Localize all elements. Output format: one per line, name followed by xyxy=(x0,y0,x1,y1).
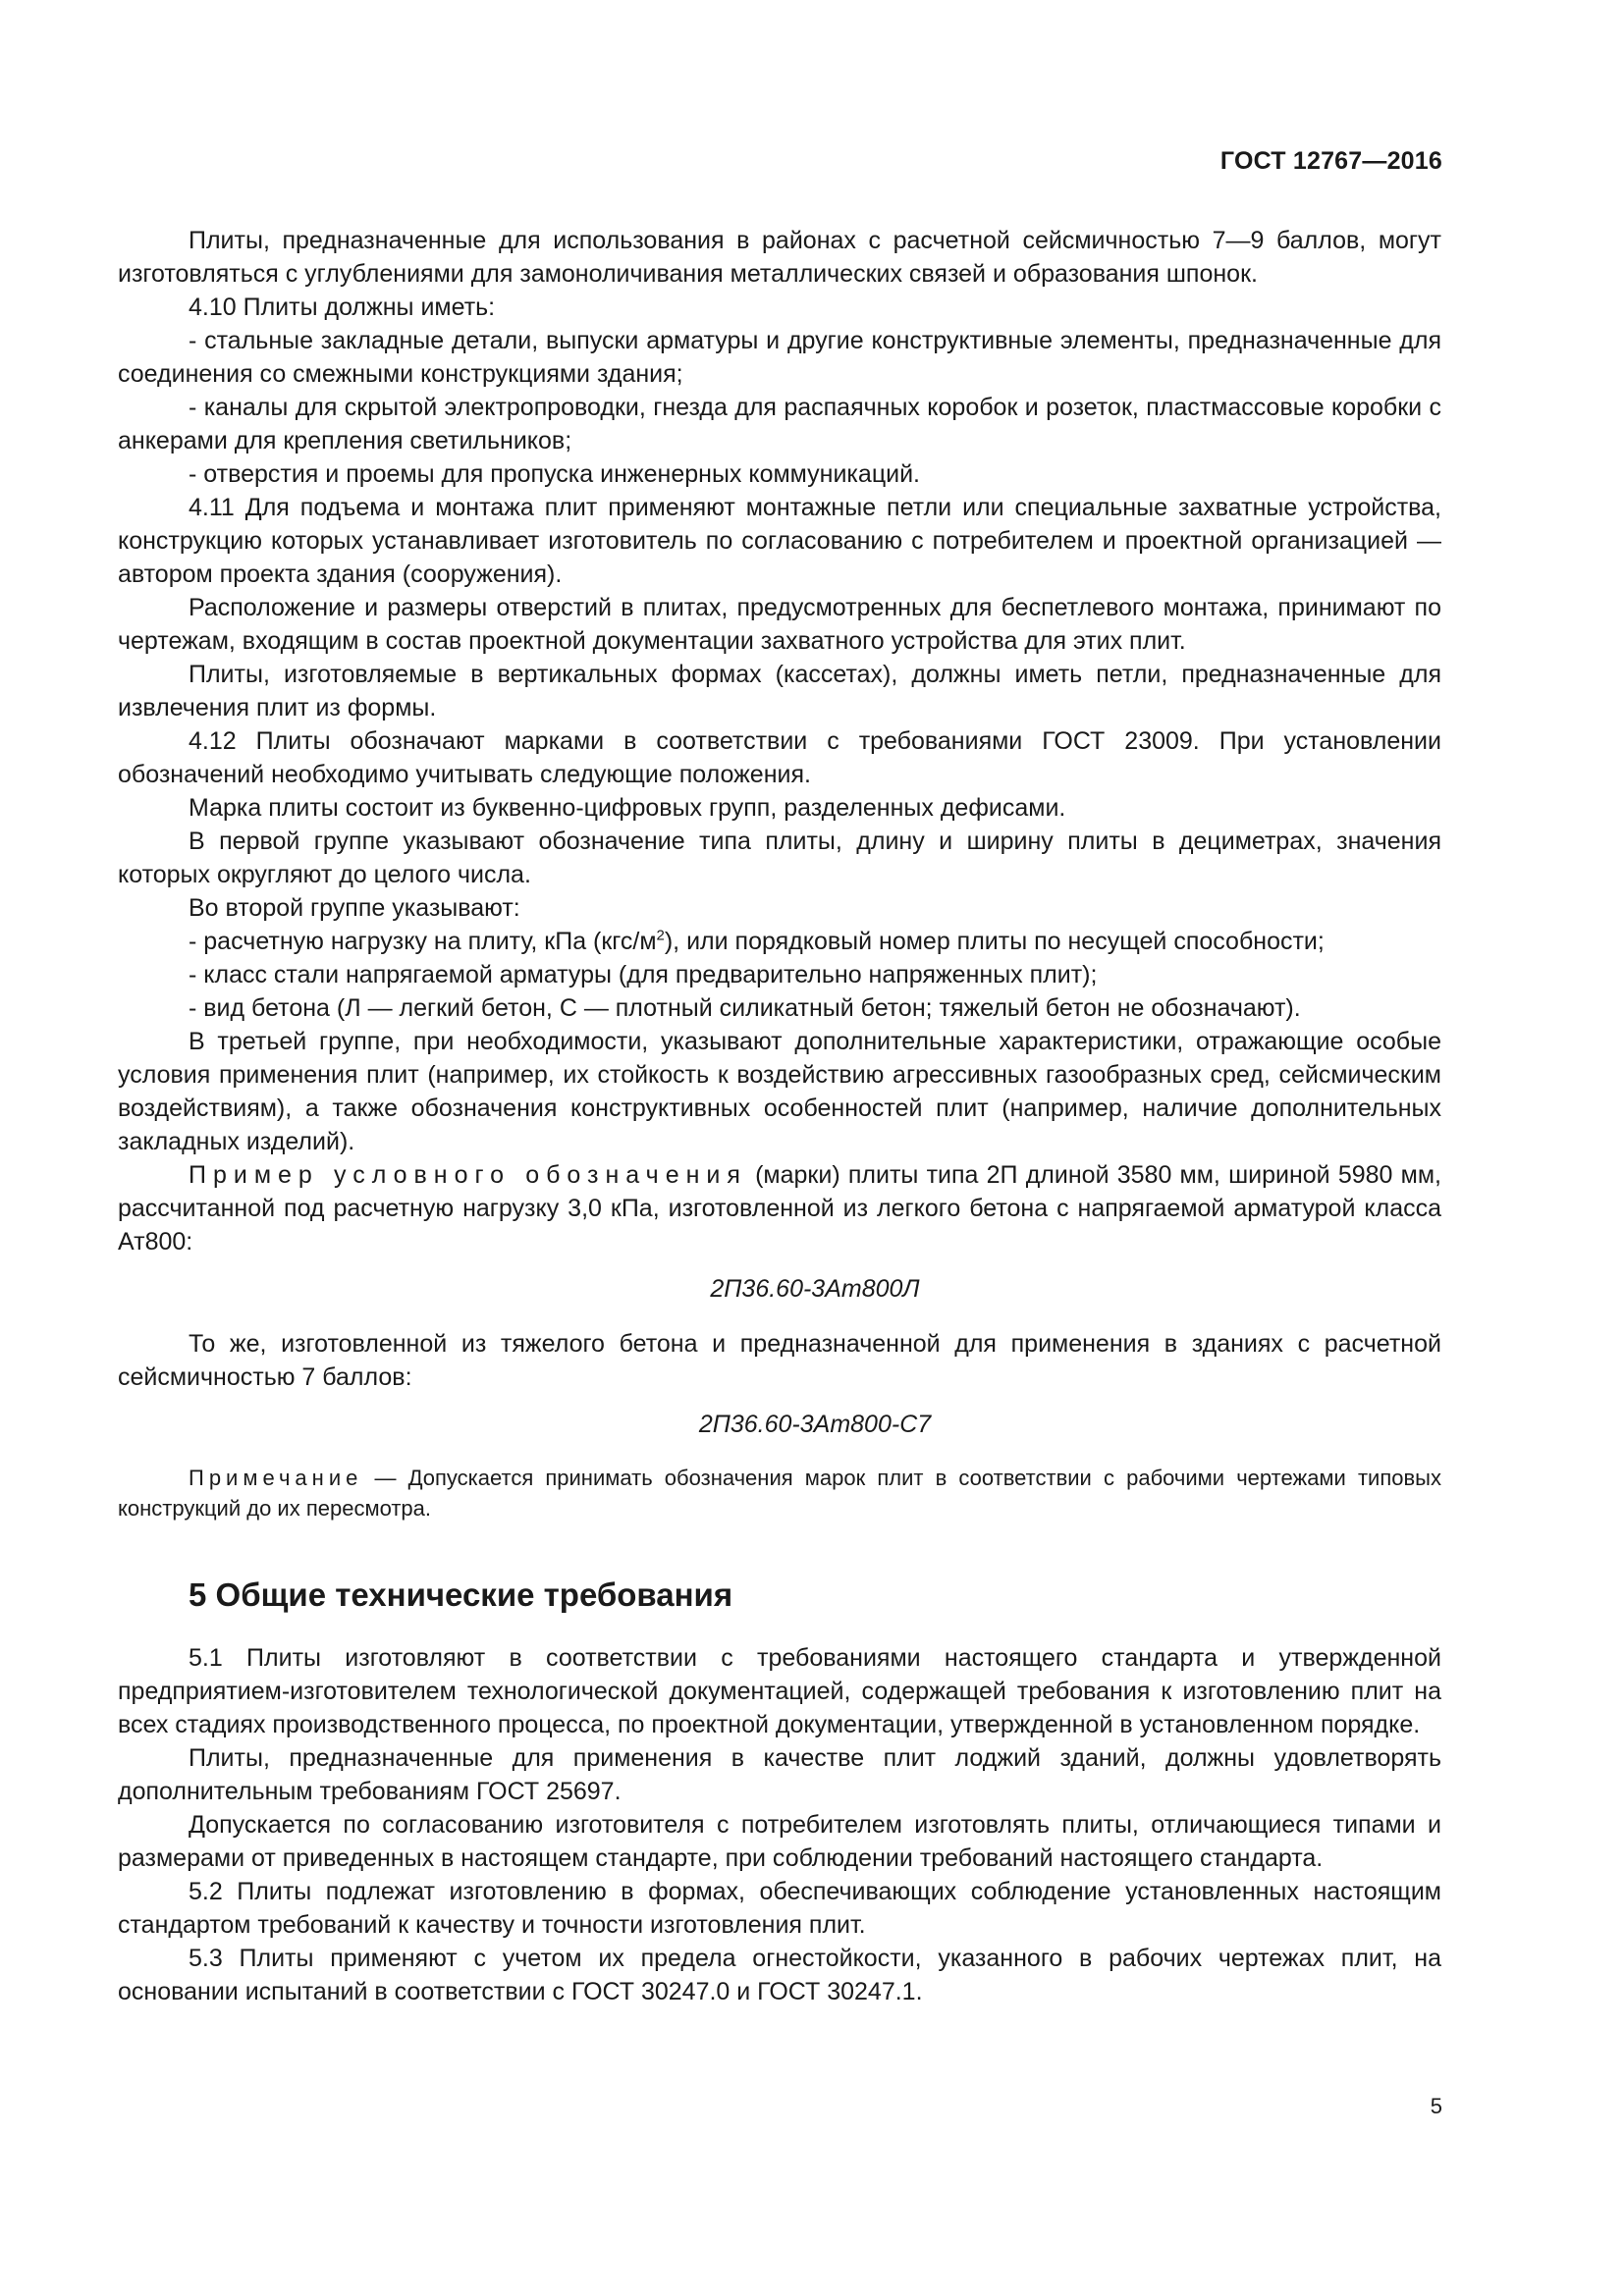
list-item: - отверстия и проемы для пропуска инженерных коммуникаций. xyxy=(189,460,921,488)
paragraph-4-10: 4.10 Плиты должны иметь: xyxy=(189,294,496,321)
note-label: Примечание xyxy=(189,1466,363,1490)
paragraph: Допускается по согласованию изготовителя с потребителем изготовлять плиты, отличающиеся типами и размерами от приведенных в настоящем стандарте, при соблюдении требований настоящего стандарта. xyxy=(118,1811,1441,1872)
list-item-text: ), или порядковый номер плиты по несущей способности; xyxy=(664,928,1325,955)
paragraph: Плиты, предназначенные для применения в качестве плит лоджий зданий, должны удовлетворять дополнительным требованиям ГОСТ 25697. xyxy=(118,1744,1441,1805)
paragraph: Плиты, предназначенные для использования в районах с расчетной сейсмичностью 7—9 баллов, могут изготовляться с углублениями для замоноличивания металлических связей и образования шпонок. xyxy=(118,227,1441,288)
paragraph: Марка плиты состоит из буквенно-цифровых групп, разделенных дефисами. xyxy=(189,794,1066,822)
note-text: — Допускается принимать обозначения марок плит в соответствии с рабочими чертежами типовых конструкций до их пересмотра. xyxy=(118,1466,1441,1521)
list-item: - каналы для скрытой электропроводки, гнезда для распаячных коробок и розеток, пластмассовые коробки с анкерами для крепления светильников; xyxy=(118,394,1441,454)
paragraph-5-3: 5.3 Плиты применяют с учетом их предела огнестойкости, указанного в рабочих чертежах плит, на основании испытаний в соответствии с ГОСТ 30247.0 и ГОСТ 30247.1. xyxy=(118,1945,1441,2005)
designation-example-1: 2П36.60-3Ат800Л xyxy=(710,1275,920,1303)
list-item: - класс стали напрягаемой арматуры (для предварительно напряженных плит); xyxy=(189,961,1098,988)
paragraph-4-11: 4.11 Для подъема и монтажа плит применяют монтажные петли или специальные захватные устройства, конструкцию которых устанавливает изготовитель по согласованию с потребителем и проектной организацией — автором проекта здания (сооружения). xyxy=(118,494,1441,588)
list-item xyxy=(118,925,1441,958)
paragraph: Во второй группе указывают: xyxy=(189,894,520,922)
list-item: - вид бетона (Л — легкий бетон, С — плотный силикатный бетон; тяжелый бетон не обозначают). xyxy=(189,994,1301,1022)
list-item-text: - расчетную нагрузку на плиту, кПа (кгс/м xyxy=(189,928,657,955)
paragraph: Расположение и размеры отверстий в плитах, предусмотренных для беспетлевого монтажа, принимают по чертежам, входящим в состав проектной документации захватного устройства для этих плит. xyxy=(118,594,1441,655)
paragraph-5-1: 5.1 Плиты изготовляют в соответствии с требованиями настоящего стандарта и утвержденной предприятием-изготовителем технологической документацией, содержащей требования к изготовлению плит на всех стадиях производственного процесса, по проектной документации, утвержденной в установленном порядке. xyxy=(118,1644,1441,1738)
paragraph: В третьей группе, при необходимости, указывают дополнительные характеристики, отражающие особые условия применения плит (например, их стойкость к воздействию агрессивных газообразных сред, сейсмическим воздействиям), а также обозначения конструктивных особенностей плит (например, наличие дополнительных закладных изделий). xyxy=(118,1028,1441,1155)
page-body xyxy=(118,224,1441,2008)
superscript: 2 xyxy=(656,927,665,944)
note xyxy=(118,1463,1441,1523)
section-title: 5 Общие технические требования xyxy=(189,1576,733,1613)
paragraph: Плиты, изготовляемые в вертикальных формах (кассетах), должны иметь петли, предназначенные для извлечения плит из формы. xyxy=(118,661,1441,721)
paragraph: В первой группе указывают обозначение типа плиты, длину и ширину плиты в дециметрах, значения которых округляют до целого числа. xyxy=(118,828,1441,888)
example-paragraph xyxy=(118,1158,1441,1258)
example-label: Пример условного обозначения xyxy=(189,1161,747,1189)
paragraph: То же, изготовленной из тяжелого бетона и предназначенной для применения в зданиях с расчетной сейсмичностью 7 баллов: xyxy=(118,1330,1441,1391)
document-header: ГОСТ 12767—2016 xyxy=(1219,147,1442,175)
paragraph-5-2: 5.2 Плиты подлежат изготовлению в формах, обеспечивающих соблюдение установленных настоящим стандартом требований к качеству и точности изготовления плит. xyxy=(118,1878,1441,1939)
example-text: (марки) плиты типа 2П длиной 3580 мм, шириной 5980 мм, рассчитанной под расчетную нагрузку 3,0 кПа, изготовленной из легкого бетона с напрягаемой арматурой класса Ат800: xyxy=(118,1161,1441,1255)
designation-example-2: 2П36.60-3Ат800-С7 xyxy=(698,1411,932,1438)
paragraph-4-12: 4.12 Плиты обозначают марками в соответствии с требованиями ГОСТ 23009. При установлении обозначений необходимо учитывать следующие положения. xyxy=(118,727,1441,788)
page-number: 5 xyxy=(1430,2094,1442,2118)
list-item: - стальные закладные детали, выпуски арматуры и другие конструктивные элементы, предназначенные для соединения со смежными конструкциями здания; xyxy=(118,327,1441,388)
